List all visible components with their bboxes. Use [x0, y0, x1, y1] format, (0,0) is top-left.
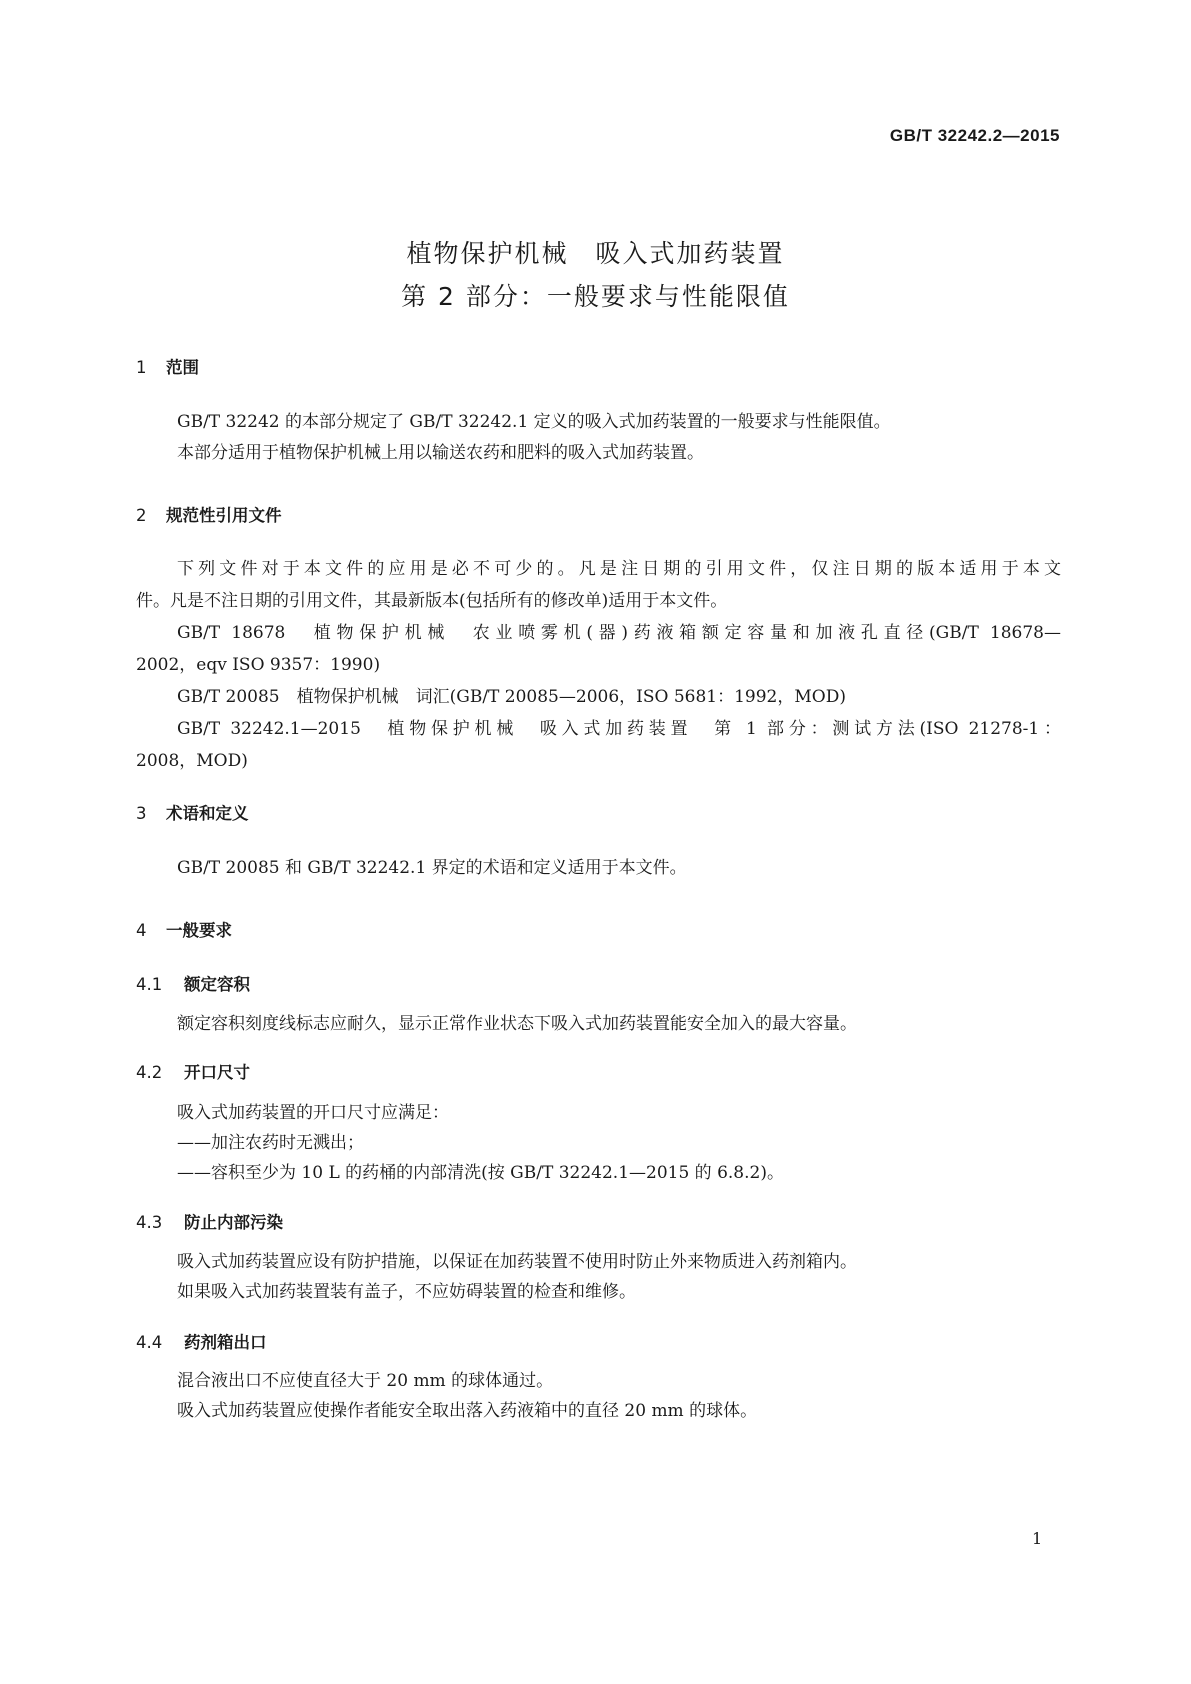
section-heading-scope	[136, 354, 199, 378]
list-item: ——加注农药时无溅出；	[177, 1133, 364, 1153]
section-title: 范围	[166, 358, 199, 377]
subsection-title: 额定容积	[184, 975, 250, 994]
subsection-heading	[136, 1329, 267, 1353]
reference-entry-continuation: 2008，MOD)	[136, 751, 248, 771]
standard-number: GB/T 32242.2—2015	[889, 126, 1060, 145]
section-heading-general-requirements	[136, 917, 232, 941]
paragraph: 吸入式加药装置的开口尺寸应满足：	[177, 1103, 449, 1123]
paragraph: 本部分适用于植物保护机械上用以输送农药和肥料的吸入式加药装置。	[177, 443, 704, 463]
subsection-heading	[136, 1209, 283, 1233]
reference-entry: GB/T 32242.1—2015 植物保护机械 吸入式加药装置 第 1 部分：测试方法(ISO 21278-1：	[177, 719, 1061, 739]
reference-entry-continuation: 2002，eqv ISO 9357：1990)	[136, 655, 381, 675]
subsection-heading	[136, 971, 250, 995]
reference-entry: GB/T 20085 植物保护机械 词汇(GB/T 20085—2006，ISO 5681：1992，MOD)	[177, 687, 846, 707]
section-number: 3	[136, 804, 147, 823]
paragraph: 吸入式加药装置应设有防护措施，以保证在加药装置不使用时防止外来物质进入药剂箱内。	[177, 1252, 857, 1272]
section-title: 一般要求	[166, 921, 232, 940]
paragraph: 额定容积刻度线标志应耐久，显示正常作业状态下吸入式加药装置能安全加入的最大容量。	[177, 1014, 857, 1034]
paragraph-line: 下列文件对于本文件的应用是必不可少的。凡是注日期的引用文件，仅注日期的版本适用于本文	[177, 559, 1061, 579]
page-number: 1	[1032, 1529, 1043, 1548]
document-title-line2: 第 2 部分：一般要求与性能限值	[401, 282, 790, 311]
subsection-number: 4.1	[136, 975, 163, 994]
section-number: 2	[136, 506, 147, 525]
section-number: 1	[136, 358, 147, 377]
paragraph: GB/T 32242 的本部分规定了 GB/T 32242.1 定义的吸入式加药装置的一般要求与性能限值。	[177, 412, 891, 432]
subsection-number: 4.3	[136, 1213, 163, 1232]
section-number: 4	[136, 921, 147, 940]
list-item: ——容积至少为 10 L 的药桶的内部清洗(按 GB/T 32242.1—2015 的 6.8.2)。	[177, 1163, 784, 1183]
subsection-title: 开口尺寸	[184, 1063, 250, 1082]
paragraph: 吸入式加药装置应使操作者能安全取出落入药液箱中的直径 20 mm 的球体。	[177, 1401, 758, 1421]
paragraph-line: 件。凡是不注日期的引用文件，其最新版本(包括所有的修改单)适用于本文件。	[136, 591, 728, 611]
subsection-heading	[136, 1059, 250, 1083]
subsection-title: 药剂箱出口	[184, 1333, 267, 1352]
section-title: 术语和定义	[166, 804, 249, 823]
reference-entry: GB/T 18678 植物保护机械 农业喷雾机(器)药液箱额定容量和加液孔直径(GB/T 18678—	[177, 623, 1061, 643]
paragraph: GB/T 20085 和 GB/T 32242.1 界定的术语和定义适用于本文件。	[177, 858, 687, 878]
section-heading-normative-references	[136, 502, 282, 526]
paragraph: 混合液出口不应使直径大于 20 mm 的球体通过。	[177, 1371, 554, 1391]
subsection-number: 4.4	[136, 1333, 163, 1352]
subsection-number: 4.2	[136, 1063, 163, 1082]
section-title: 规范性引用文件	[166, 506, 282, 525]
document-title-line1: 植物保护机械 吸入式加药装置	[406, 239, 785, 268]
section-heading-terms	[136, 800, 249, 824]
paragraph: 如果吸入式加药装置装有盖子，不应妨碍装置的检查和维修。	[177, 1282, 636, 1302]
subsection-title: 防止内部污染	[184, 1213, 283, 1232]
